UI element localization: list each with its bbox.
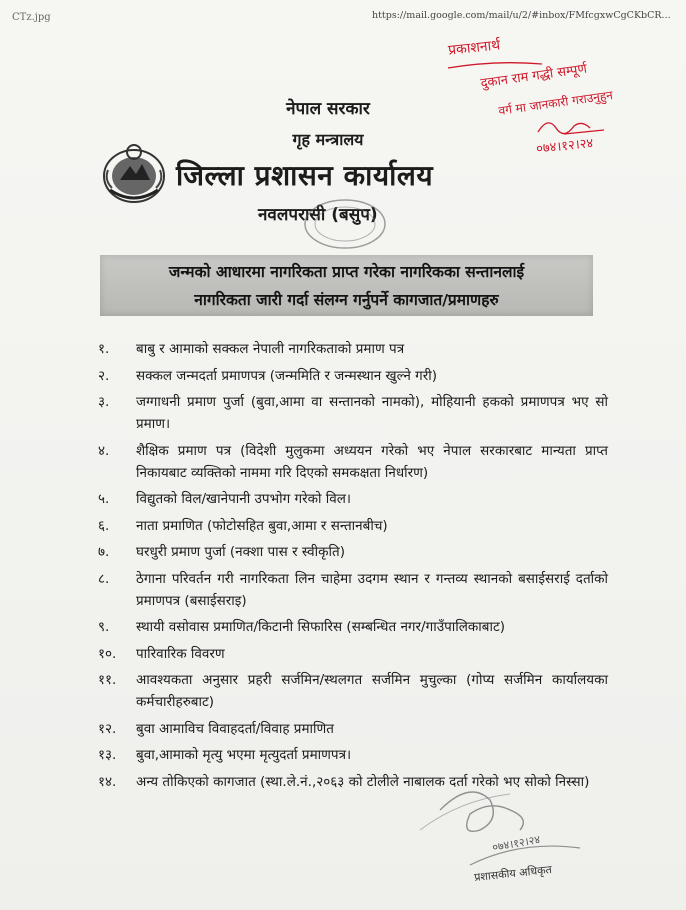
handwritten-note-line-3: वर्ग मा जानकारी गराउनुहुन [497,88,614,118]
signature-date: ०७४।१२।२४ [491,832,542,855]
item-text: बुवा,आमाको मृत्यु भएमा मृत्युदर्ता प्रमाणपत्र। [136,747,352,763]
officer-signature-icon [400,770,590,880]
item-text: आवश्यकता अनुसार प्रहरी सर्जमिन/स्थलगत सर्जमिन मुचुल्का (गोप्य सर्जमिन कार्यालयका कर्मचारीहरुबाट) [136,672,608,710]
item-number: १. [98,341,110,357]
item-text: सक्कल जन्मदर्ता प्रमाणपत्र (जन्ममिति र जन्मस्थान खुल्ने गरी) [136,367,438,384]
list-item [98,515,608,537]
list-item [98,391,608,435]
item-text: जग्गाधनी प्रमाण पुर्जा (बुवा,आमा वा सन्तानको नामको), मोहियानी हकको प्रमाणपत्र भए सो प्रमाण। [136,394,608,432]
item-number: ११. [98,672,117,688]
list-item [98,541,608,563]
item-number: ३. [98,394,110,410]
item-number: ७. [98,544,110,560]
list-item [98,669,608,713]
item-text: बाबु र आमाको सक्कल नेपाली नागरिकताको प्रमाण पत्र [136,341,405,357]
item-number: १२. [98,720,117,737]
item-text: स्थायी वसोवास प्रमाणित/किटानी सिफारिस (सम्बन्धित नगर/गाउँपालिकाबाट) [136,619,506,635]
handwritten-note-line-2: दुकान राम गद्धी सम्पूर्ण [479,61,588,92]
item-text: विद्युतको विल/खानेपानी उपभोग गरेको विल। [136,491,352,507]
list-item [98,744,608,766]
item-number: ५. [98,491,110,507]
item-text: शैक्षिक प्रमाण पत्र (विदेशी मुलुकमा अध्ययन गरेको भए नेपाल सरकारबाट मान्यता प्राप्त निकायबाट व्यक्तिको नाममा गरि दिएको समकक्षता निर्धारण) [136,442,608,481]
item-number: ६. [98,517,110,534]
banner-line-2: नागरिकता जारी गर्दा संलग्न गर्नुपर्ने कागजात/प्रमाणहरु [194,291,499,309]
list-item [98,718,608,740]
district-name: नवलपरासी (बसुप) [258,205,378,225]
item-text: बुवा आमाविच विवाहदर्ता/विवाह प्रमाणित [136,720,334,737]
item-text: ठेगाना परिवर्तन गरी नागरिकता लिन चाहेमा उदगम स्थान र गन्तव्य स्थानको बसाईसराई दर्ताको प्रमाणपत्र (बसाईसराइ) [136,570,608,609]
item-number: १०. [98,645,117,662]
title-banner [100,255,593,316]
handwritten-note-line-1: प्रकाशनार्थ [447,37,501,59]
officer-title: प्रशासकीय अधिकृत [473,862,553,885]
item-number: १४. [98,773,117,790]
handwritten-note-line-4: ०७४।१२।२४ [535,136,594,157]
file-name: CTz.jpg [12,12,51,23]
item-text: पारिवारिक विवरण [136,645,225,662]
office-stamp-icon [300,196,390,252]
page-url: https://mail.google.com/mail/u/2/#inbox/FMfcgxwCgCKbCR... [372,10,671,21]
item-text: घरधुरी प्रमाण पुर्जा (नक्शा पास र स्वीकृति) [136,544,345,560]
government-name: नेपाल सरकार [286,99,370,119]
item-number: २. [98,367,110,384]
office-title: जिल्ला प्रशासन कार्यालय [176,159,434,192]
banner-line-1: जन्मको आधारमा नागरिकता प्राप्त गरेका नागरिकका सन्तानलाई [168,263,525,281]
item-text: नाता प्रमाणित (फोटोसहित बुवा,आमा र सन्तानबीच) [136,517,388,534]
item-number: ९. [98,619,110,635]
list-item [98,338,608,360]
item-number: ४. [98,442,110,459]
list-item [98,488,608,510]
handwritten-signature-icon [534,112,614,142]
document-list [98,338,608,797]
item-text: अन्य तोकिएको कागजात (स्था.ले.नं.,२०६३ को टोलीले नाबालक दर्ता गरेको भए सोको निस्सा) [136,773,590,790]
item-number: १३. [98,747,117,763]
item-number: ८. [98,570,110,587]
list-item [98,568,608,612]
list-item [98,440,608,484]
list-item [98,365,608,387]
list-item [98,616,608,638]
ministry-name: गृह मन्त्रालय [292,130,364,149]
list-item [98,643,608,665]
